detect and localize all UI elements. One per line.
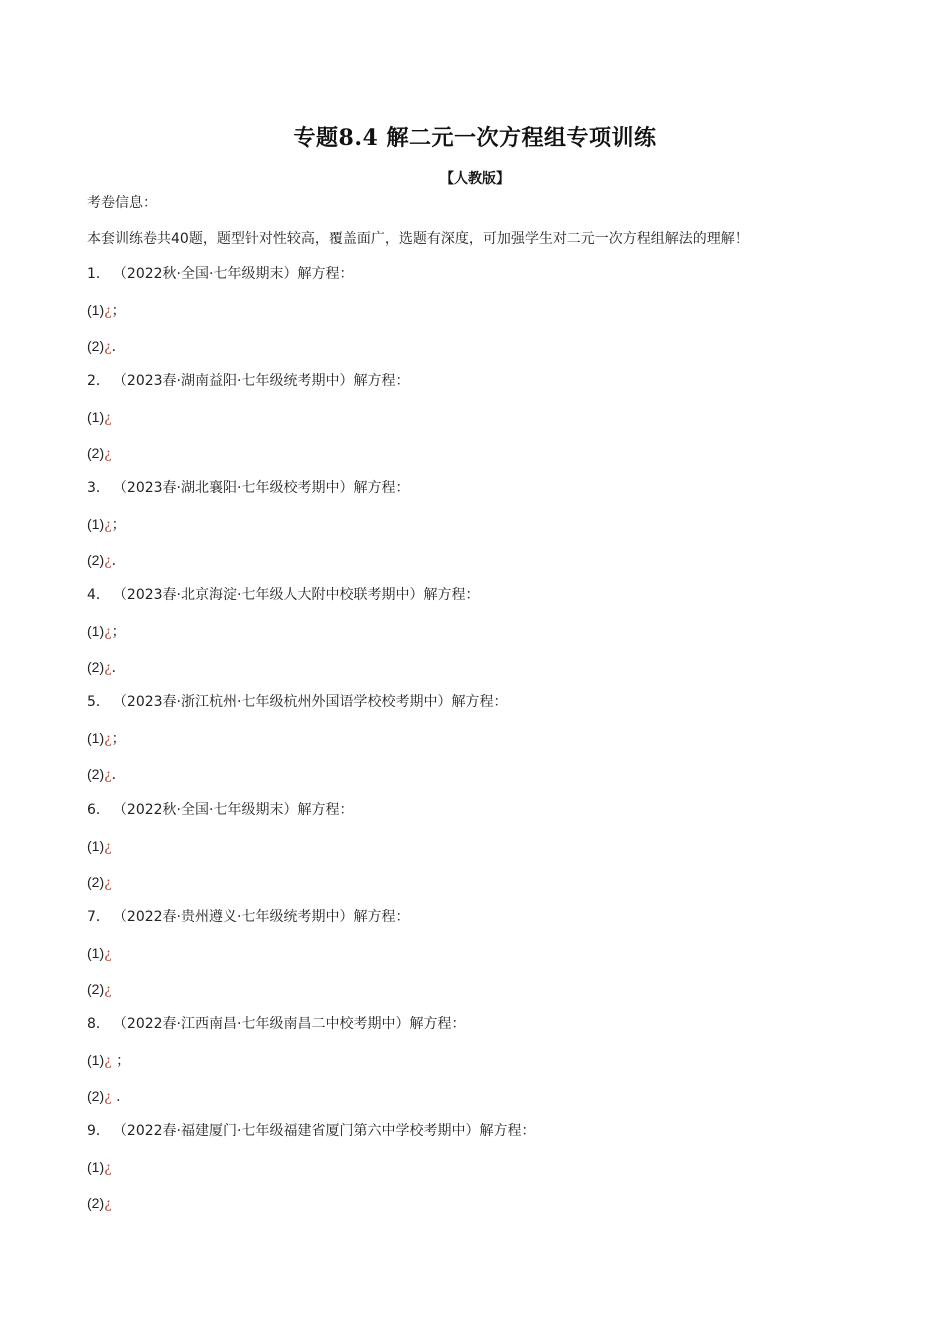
missing-equation-glyph: ¿ <box>104 731 112 747</box>
question-5-part-1 <box>87 728 126 749</box>
question-number: 1． <box>87 266 110 282</box>
sub-question-label: (2) <box>87 445 105 461</box>
question-1-part-1 <box>87 300 126 321</box>
missing-equation-glyph: ¿ <box>104 624 112 640</box>
sub-question-label: (1) <box>87 516 105 532</box>
sub-question-label: (2) <box>87 338 105 354</box>
sub-question-label: (1) <box>87 945 105 961</box>
missing-equation-glyph: ¿ <box>104 517 112 533</box>
question-9-part-2 <box>87 1193 112 1214</box>
sub-question-label: (1) <box>87 409 105 425</box>
question-source: （2023春·北京海淀·七年级人大附中校联考期中）解方程： <box>119 587 480 603</box>
sub-question-end: . <box>111 1089 121 1105</box>
missing-equation-glyph: ¿ <box>104 410 112 426</box>
sub-question-end: ． <box>111 660 126 676</box>
question-2-part-1 <box>87 407 112 428</box>
sub-question-label: (1) <box>87 838 105 854</box>
sub-question-label: (2) <box>87 874 105 890</box>
question-number: 8． <box>87 1016 110 1032</box>
question-4-part-1 <box>87 621 126 642</box>
missing-equation-glyph: ¿ <box>104 1196 112 1212</box>
question-source: （2022秋·全国·七年级期末）解方程： <box>119 802 354 818</box>
missing-equation-glyph: ¿ <box>104 339 112 355</box>
question-number: 5． <box>87 694 110 710</box>
sub-question-end: ； <box>111 1053 131 1069</box>
question-7-part-2 <box>87 979 112 1000</box>
question-number: 9． <box>87 1123 110 1139</box>
question-2-part-2 <box>87 443 112 464</box>
question-6-part-1 <box>87 836 112 857</box>
question-number: 7． <box>87 909 110 925</box>
exam-info-text: 本套训练卷共40题，题型针对性较高，覆盖面广，选题有深度，可加强学生对二元一次方程组解法的理解！ <box>87 231 749 247</box>
sub-question-label: (2) <box>87 659 105 675</box>
missing-equation-glyph: ¿ <box>104 839 112 855</box>
missing-equation-glyph: ¿ <box>104 446 112 462</box>
missing-equation-glyph: ¿ <box>104 1089 112 1105</box>
question-source: （2022秋·全国·七年级期末）解方程： <box>119 266 354 282</box>
missing-equation-glyph: ¿ <box>104 303 112 319</box>
question-source: （2022春·福建厦门·七年级福建省厦门第六中学校考期中）解方程： <box>119 1123 536 1139</box>
question-1-part-2 <box>87 336 126 357</box>
sub-question-end: ； <box>111 624 126 640</box>
question-1-header <box>87 264 353 284</box>
sub-question-label: (1) <box>87 1159 105 1175</box>
question-9-part-1 <box>87 1157 112 1178</box>
question-source: （2022春·江西南昌·七年级南昌二中校考期中）解方程： <box>119 1016 466 1032</box>
question-source: （2023春·湖北襄阳·七年级校考期中）解方程： <box>119 480 410 496</box>
sub-question-label: (2) <box>87 766 105 782</box>
question-source: （2022春·贵州遵义·七年级统考期中）解方程： <box>119 909 410 925</box>
question-4-part-2 <box>87 657 126 678</box>
edition-label: 【人教版】 <box>440 171 510 187</box>
question-8-part-1 <box>87 1050 130 1071</box>
page-title: 专题8.4 解二元一次方程组专项训练 <box>293 125 657 151</box>
sub-question-end: ； <box>111 731 126 747</box>
question-3-part-1 <box>87 514 126 535</box>
sub-question-label: (2) <box>87 552 105 568</box>
question-7-header <box>87 907 409 927</box>
missing-equation-glyph: ¿ <box>104 946 112 962</box>
sub-question-label: (1) <box>87 730 105 746</box>
question-3-part-2 <box>87 550 126 571</box>
missing-equation-glyph: ¿ <box>104 1160 112 1176</box>
missing-equation-glyph: ¿ <box>104 982 112 998</box>
sub-question-end: ； <box>111 303 126 319</box>
question-2-header <box>87 371 409 391</box>
sub-question-end: ． <box>111 767 126 783</box>
missing-equation-glyph: ¿ <box>104 767 112 783</box>
sub-question-end: ． <box>111 553 126 569</box>
question-7-part-1 <box>87 943 112 964</box>
question-number: 4． <box>87 587 110 603</box>
sub-question-end: ． <box>111 339 126 355</box>
sub-question-end: ； <box>111 517 126 533</box>
question-number: 6． <box>87 802 110 818</box>
question-5-header <box>87 692 507 712</box>
sub-question-label: (2) <box>87 1195 105 1211</box>
question-6-header <box>87 800 353 820</box>
sub-question-label: (2) <box>87 1088 105 1104</box>
question-4-header <box>87 585 479 605</box>
missing-equation-glyph: ¿ <box>104 660 112 676</box>
sub-question-label: (1) <box>87 1052 105 1068</box>
question-6-part-2 <box>87 872 112 893</box>
question-number: 2． <box>87 373 110 389</box>
question-3-header <box>87 478 409 498</box>
missing-equation-glyph: ¿ <box>104 1053 112 1069</box>
sub-question-label: (2) <box>87 981 105 997</box>
sub-question-label: (1) <box>87 623 105 639</box>
question-9-header <box>87 1121 535 1141</box>
question-5-part-2 <box>87 764 126 785</box>
exam-info-label: 考卷信息： <box>87 195 157 211</box>
missing-equation-glyph: ¿ <box>104 875 112 891</box>
question-source: （2023春·浙江杭州·七年级杭州外国语学校校考期中）解方程： <box>119 694 508 710</box>
question-8-header <box>87 1014 465 1034</box>
question-8-part-2 <box>87 1086 121 1107</box>
question-number: 3． <box>87 480 110 496</box>
sub-question-label: (1) <box>87 302 105 318</box>
question-source: （2023春·湖南益阳·七年级统考期中）解方程： <box>119 373 410 389</box>
missing-equation-glyph: ¿ <box>104 553 112 569</box>
